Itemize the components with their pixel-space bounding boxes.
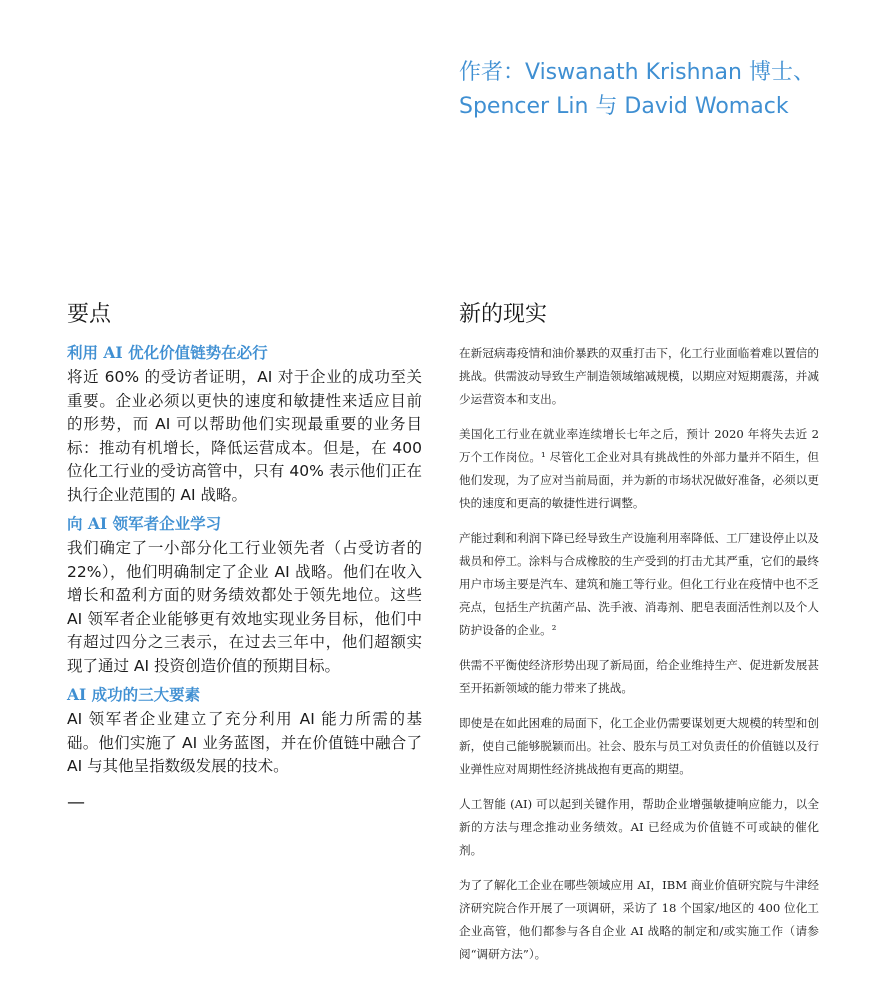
section-body-value-chain: 将近 60% 的受访者证明，AI 对于企业的成功至关重要。企业必须以更快的速度和敏捷性来适应目前的形势，而 AI 可以帮助他们实现最重要的业务目标：推动有机增长，降低运营成本。但是，在 400 位化工行业的受访高管中，只有 40% 表示他们正在执行企业范围的 AI 战略。 xyxy=(67,368,422,504)
section-body-ai-leaders: 我们确定了一小部分化工行业领先者（占受访者的 22%），他们明确制定了企业 AI 战略。他们在收入增长和盈利方面的财务绩效都处于领先地位。这些 AI 领军者企业能够更有效地实现业务目标，他们中有超过四分之三表示，在过去三年中，他们超额实现了通过 AI 投资创造价值的预期目标。 xyxy=(67,539,422,675)
author-line-1: 作者：Viswanath Krishnan 博士、 xyxy=(459,60,815,85)
paragraph: 为了了解化工企业在哪些领域应用 AI，IBM 商业价值研究院与牛津经济研究院合作开展了一项调研，采访了 18 个国家/地区的 400 位化工企业高管，他们都参与各自企业 AI 战略的制定和/或实施工作（请参阅“调研方法”）。 xyxy=(459,878,819,961)
section-title-ai-leaders: 向 AI 领军者企业学习 xyxy=(67,514,222,533)
paragraph: 人工智能 (AI) 可以起到关键作用，帮助企业增强敏捷响应能力，以全新的方法与理念推动业务绩效。AI 已经成为价值链不可或缺的催化剂。 xyxy=(459,797,819,857)
end-mark: — xyxy=(67,791,85,813)
key-points-column xyxy=(67,300,422,813)
author-credits xyxy=(459,56,859,124)
new-reality-heading: 新的现实 xyxy=(459,302,548,327)
paragraph: 即使是在如此困难的局面下，化工企业仍需要谋划更大规模的转型和创新，使自己能够脱颖而出。社会、股东与员工对负责任的价值链以及行业弹性应对周期性经济挑战抱有更高的期望。 xyxy=(459,716,819,776)
paragraph: 美国化工行业在就业率连续增长七年之后，预计 2020 年将失去近 2 万个工作岗位。¹ 尽管化工企业对具有挑战性的外部力量并不陌生，但他们发现，为了应对当前局面，并为新的市场状况做好准备，必须以更快的速度和更高的敏捷性进行调整。 xyxy=(459,427,819,510)
new-reality-column xyxy=(459,300,819,978)
paragraph: 产能过剩和利润下降已经导致生产设施利用率降低、工厂建设停止以及裁员和停工。涂料与合成橡胶的生产受到的打击尤其严重，它们的最终用户市场主要是汽车、建筑和施工等行业。但化工行业在疫情中也不乏亮点，包括生产抗菌产品、洗手液、消毒剂、肥皂表面活性剂以及个人防护设备的企业。² xyxy=(459,531,819,637)
key-points-heading: 要点 xyxy=(67,302,112,327)
section-title-success-factors: AI 成功的三大要素 xyxy=(67,685,201,704)
paragraph: 在新冠病毒疫情和油价暴跌的双重打击下，化工行业面临着难以置信的挑战。供需波动导致生产制造领域缩减规模，以期应对短期震荡，并减少运营资本和支出。 xyxy=(459,346,819,406)
section-title-value-chain: 利用 AI 优化价值链势在必行 xyxy=(67,343,268,362)
section-body-success-factors: AI 领军者企业建立了充分利用 AI 能力所需的基础。他们实施了 AI 业务蓝图，并在价值链中融合了 AI 与其他呈指数级发展的技术。 xyxy=(67,710,422,775)
paragraph: 供需不平衡使经济形势出现了新局面，给企业维持生产、促进新发展甚至开拓新领域的能力带来了挑战。 xyxy=(459,658,819,695)
author-line-2: Spencer Lin 与 David Womack xyxy=(459,94,789,119)
